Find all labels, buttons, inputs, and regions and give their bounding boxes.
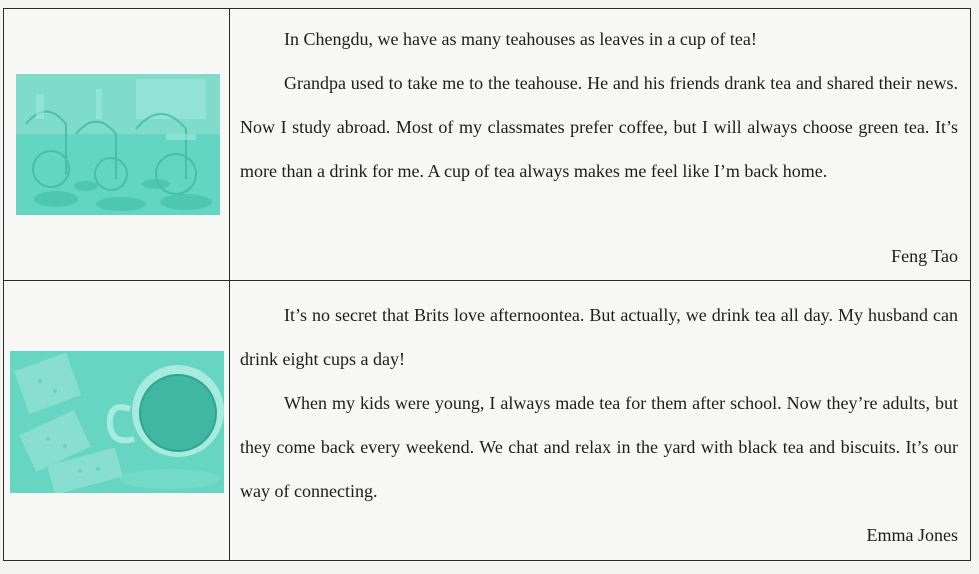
entry-row-feng-tao xyxy=(4,9,970,281)
author-signature: Emma Jones xyxy=(866,525,958,545)
teahouse-photo-icon xyxy=(16,74,220,215)
article-table xyxy=(3,8,971,561)
text-cell xyxy=(230,9,970,280)
paragraph: When my kids were young, I always made tea for them after school. Now they’re adults, but they come back every weekend. We chat and relax in the yard with black tea and biscuits. It’s our way of connecting. xyxy=(240,393,958,501)
text-cell xyxy=(230,281,970,560)
paragraph: It’s no secret that Brits love afternoontea. But actually, we drink tea all day. My husband can drink eight cups a day! xyxy=(240,305,958,369)
image-cell xyxy=(4,9,230,280)
author-signature: Feng Tao xyxy=(891,246,958,266)
image-cell xyxy=(4,281,230,560)
paragraph: In Chengdu, we have as many teahouses as leaves in a cup of tea! xyxy=(284,29,757,49)
entry-row-emma-jones xyxy=(4,281,970,560)
tea-and-biscuits-photo-icon xyxy=(10,351,224,493)
paragraph: Grandpa used to take me to the teahouse. He and his friends drank tea and shared their news. Now I study abroad. Most of my classmates prefer coffee, but I will always choose green tea. It’s more than a drink for me. A cup of tea always makes me feel like I’m back home. xyxy=(240,73,958,181)
